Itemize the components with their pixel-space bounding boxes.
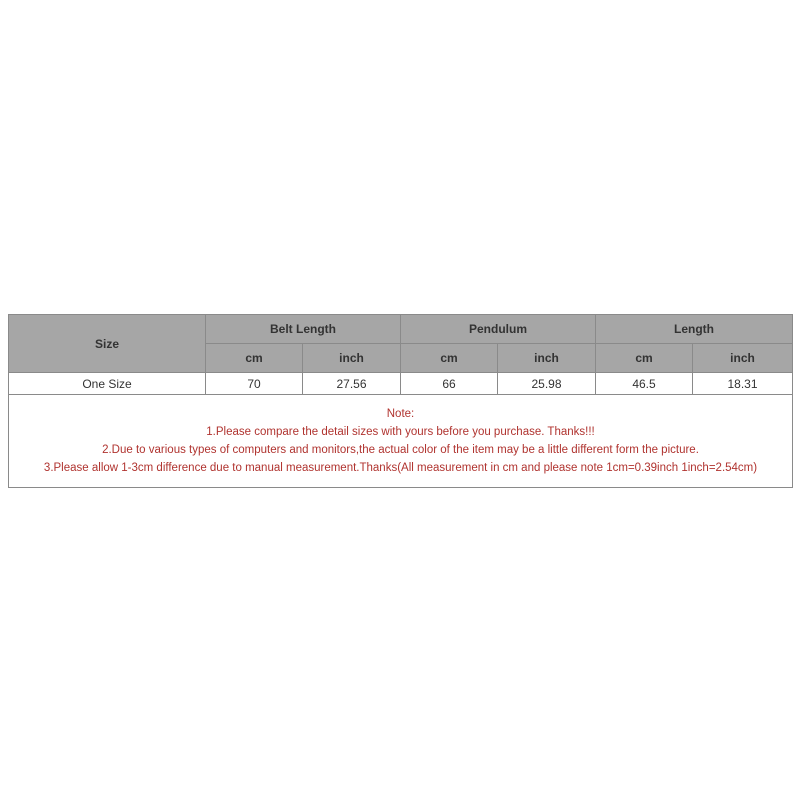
length-header: Length bbox=[596, 315, 793, 344]
note-row bbox=[9, 395, 793, 488]
length-inch-cell: 18.31 bbox=[693, 373, 793, 395]
note-cell bbox=[9, 395, 793, 488]
note-line-3: 3.Please allow 1-3cm difference due to manual measurement.Thanks(All measurement in cm and please note 1cm=0.39inch 1inch=2.54cm) bbox=[43, 462, 758, 474]
pendulum-inch-header: inch bbox=[498, 344, 596, 373]
belt-length-cm-header: cm bbox=[206, 344, 303, 373]
belt-length-inch-header: inch bbox=[303, 344, 401, 373]
note-line-1: 1.Please compare the detail sizes with yours before you purchase. Thanks!!! bbox=[206, 426, 595, 438]
size-chart-table bbox=[8, 314, 793, 488]
header-row-groups bbox=[9, 315, 793, 344]
note-title: Note: bbox=[386, 408, 415, 420]
pendulum-cm-header: cm bbox=[401, 344, 498, 373]
length-cm-header: cm bbox=[596, 344, 693, 373]
length-inch-header: inch bbox=[693, 344, 793, 373]
note-line-2: 2.Due to various types of computers and monitors,the actual color of the item may be a little different form the picture. bbox=[102, 444, 699, 456]
table-row bbox=[9, 373, 793, 395]
pendulum-cm-cell: 66 bbox=[401, 373, 498, 395]
belt-length-cm-cell: 70 bbox=[206, 373, 303, 395]
pendulum-inch-cell: 25.98 bbox=[498, 373, 596, 395]
size-header: Size bbox=[9, 315, 206, 373]
belt-length-header: Belt Length bbox=[206, 315, 401, 344]
length-cm-cell: 46.5 bbox=[596, 373, 693, 395]
size-cell: One Size bbox=[9, 373, 206, 395]
belt-length-inch-cell: 27.56 bbox=[303, 373, 401, 395]
pendulum-header: Pendulum bbox=[401, 315, 596, 344]
